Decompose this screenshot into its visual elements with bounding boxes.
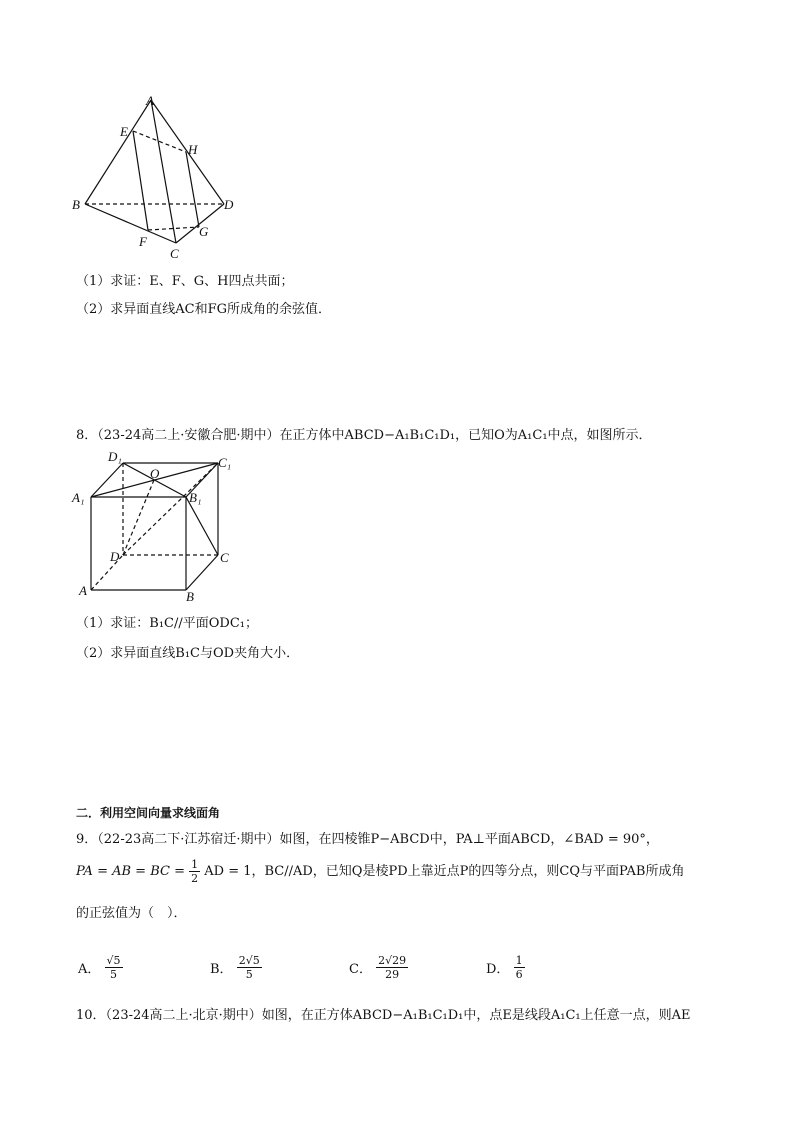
q9-line2-a: PA = AB = BC = [76,864,185,879]
section-title: 二．利用空间向量求线面角 [76,806,221,820]
half-fraction: $\frac{1}{2}$ [191,858,199,885]
q9-line2 [76,858,684,885]
label-G: G [199,224,209,239]
q8-stem: 8．（23-24高二上·安徽合肥·期中）在正方体中ABCD−A₁B₁C₁D₁，已知O为A₁C₁中点，如图所示． [76,428,652,443]
label-H: H [188,142,198,157]
option-c[interactable]: C． $\frac{2√29}{29}$ [349,954,407,981]
label-B: B [186,589,194,604]
label-C: C [220,550,229,565]
label-F: F [139,234,147,249]
tetrahedron-figure [60,88,250,268]
q10-line1: 10．（23-24高二上·北京·期中）如图，在正方体ABCD−A₁B₁C₁D₁中，点E是线段A₁C₁上任意一点，则AE [76,1008,691,1023]
option-a[interactable]: A． $\frac{√5}{5}$ [78,954,121,981]
label-C: C [170,246,179,261]
label-D1: D₁ [108,449,122,464]
label-A1: A₁ [72,490,85,505]
label-C1: C₁ [218,455,232,470]
q7-part2: （2）求异面直线AC和FG所成角的余弦值． [76,302,332,317]
q8-part2: （2）求异面直线B₁C与OD夹角大小． [76,646,300,661]
cube-figure [68,445,248,605]
label-B: B [72,197,80,212]
label-O: O [150,466,160,481]
q8-part1: （1）求证：B₁C//平面ODC₁； [76,616,258,631]
label-E: E [120,124,128,139]
option-d[interactable]: D． $\frac{1}{6}$ [486,954,523,981]
q9-line3: 的正弦值为（ ）． [76,906,187,921]
label-D: D [110,549,120,564]
label-A: A [146,93,154,108]
label-B1: B₁ [189,490,202,505]
label-A: A [79,583,87,598]
q9-line1: 9．（22-23高二下·江苏宿迁·期中）如图，在四棱锥P−ABCD中，PA⊥平面ABCD，∠BAD = 90°， [76,832,659,847]
label-D: D [224,197,234,212]
q7-part1: （1）求证：E、F、G、H四点共面； [76,274,294,289]
q9-line2-b: AD = 1，BC//AD，已知Q是棱PD上靠近点P的四等分点，则CQ与平面PAB所成角 [204,864,685,879]
option-b[interactable]: B． $\frac{2√5}{5}$ [210,954,260,981]
